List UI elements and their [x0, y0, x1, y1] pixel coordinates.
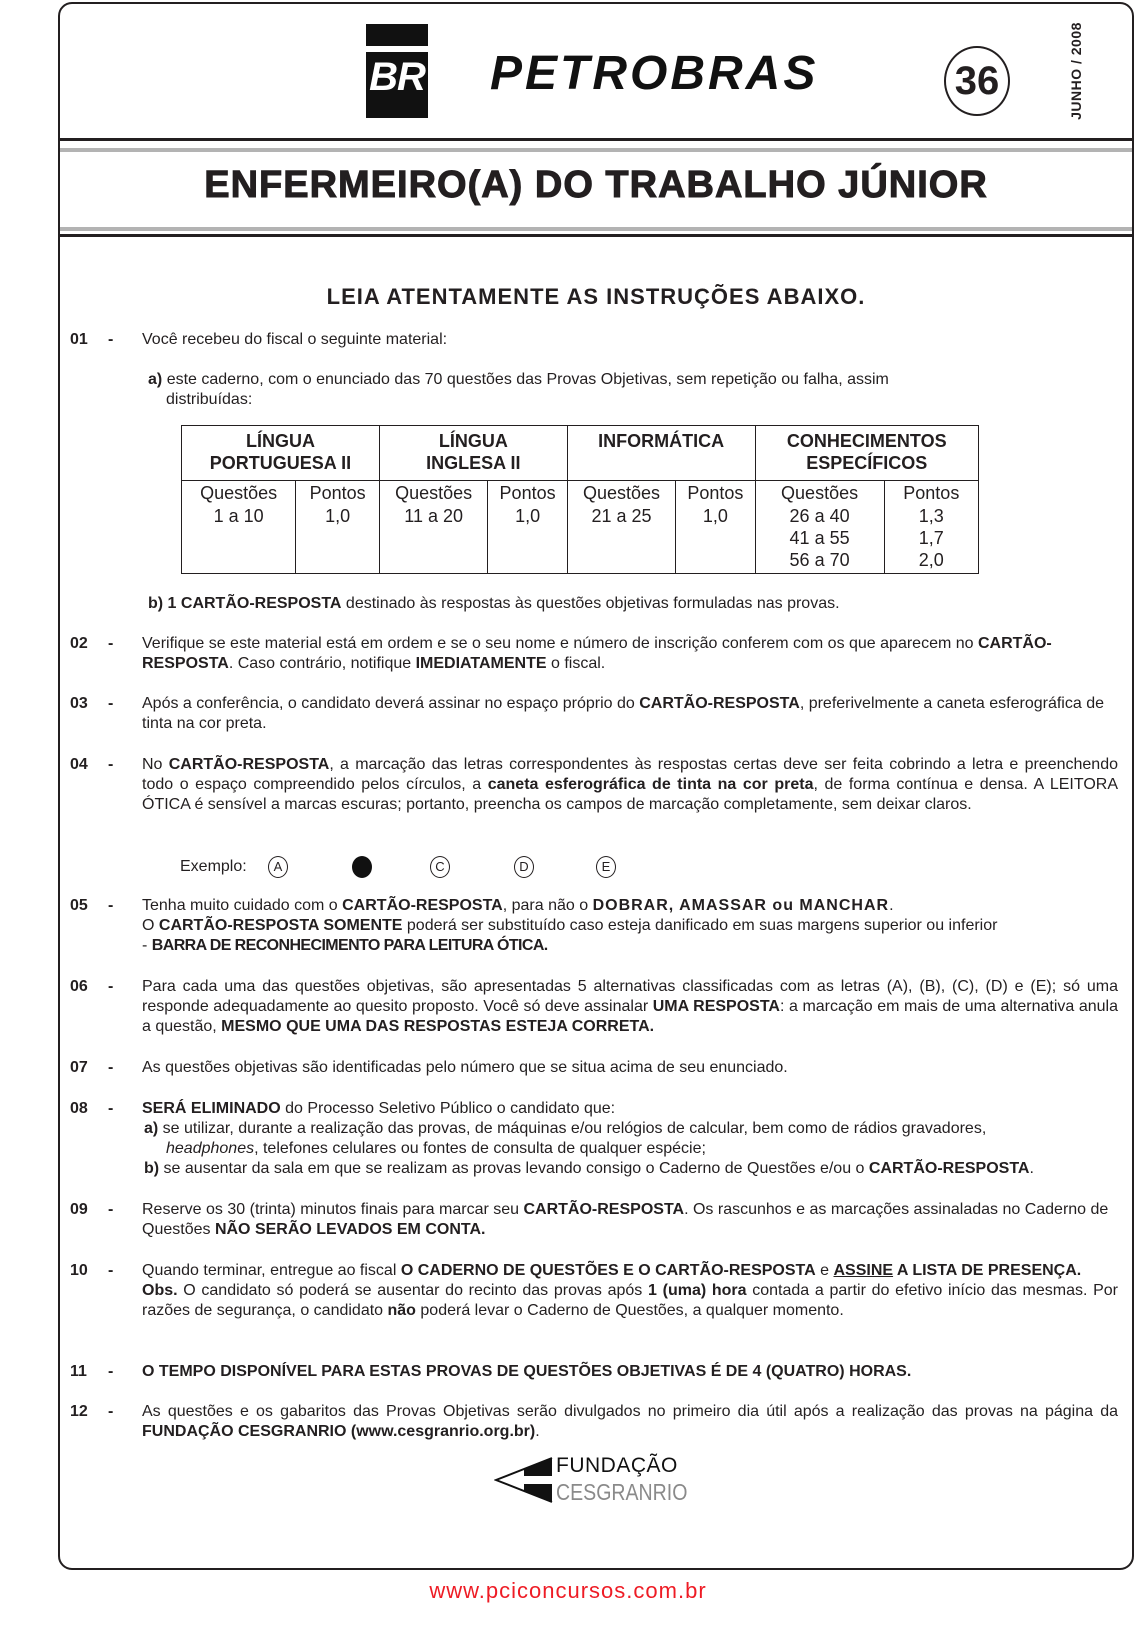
- cesgranrio-logo-line1: FUNDAÇÃO: [556, 1454, 678, 1477]
- answer-bubble-e: E: [596, 856, 616, 878]
- item-text: Você recebeu do fiscal o seguinte material:: [142, 331, 448, 348]
- cesgranrio-logo-line2: CESGRANRIO: [556, 1479, 688, 1505]
- answer-bubble-c: C: [430, 856, 450, 878]
- item-text: SERÁ ELIMINADO do Processo Seletivo Público o candidato que:: [142, 1100, 616, 1117]
- item-dash: -: [108, 756, 114, 773]
- item-number: 06: [70, 978, 88, 995]
- item-dash: -: [108, 1059, 114, 1076]
- table-cell-questions: 26 a 40 41 a 55 56 a 70: [755, 505, 884, 574]
- col-header-points: Pontos: [296, 481, 380, 506]
- table-cell-points: 1,0: [488, 505, 567, 574]
- item-text: As questões objetivas são identificadas pelo número que se situa acima de seu enunciado.: [142, 1059, 788, 1076]
- footer-url-link[interactable]: www.pciconcursos.com.br: [429, 1578, 707, 1603]
- divider: [60, 227, 1132, 231]
- instruction-01-a: [148, 370, 1118, 410]
- sub-text-cont: distribuídas:: [166, 391, 253, 408]
- table-cell-points: 1,3 1,7 2,0: [884, 505, 978, 574]
- example-label: Exemplo:: [180, 858, 247, 875]
- br-logo: [366, 24, 428, 118]
- item-number: 01: [70, 331, 88, 348]
- item-dash: -: [108, 695, 114, 712]
- question-distribution-table: [181, 425, 979, 574]
- divider: [60, 148, 1132, 152]
- answer-bubble-b-filled: [352, 856, 372, 878]
- item-text: Para cada uma das questões objetivas, são apresentadas 5 alternativas classificadas com as letras (A), (B), (C), (D) e (E); só uma responde adequadamente ao quesito proposto. Você só deve assinalar UMA RESPOSTA: a marcação em mais de uma alternativa anula a questão, MESMO QUE UMA DAS RESPOSTAS ESTEJA CORRETA.: [142, 978, 1118, 1035]
- col-header-points: Pontos: [884, 481, 978, 506]
- item-dash: -: [108, 1100, 114, 1117]
- header: [60, 4, 1132, 142]
- col-header-points: Pontos: [676, 481, 755, 506]
- item-dash: -: [108, 897, 114, 914]
- exam-number-badge: 36: [944, 46, 1010, 116]
- item-number: 04: [70, 756, 88, 773]
- item-text: No CARTÃO-RESPOSTA, a marcação das letras correspondentes às respostas certas deve ser feita cobrindo a letra e preenchendo todo o espaço compreendido pelos círculos, a caneta esferográfica de tinta na cor preta, de forma contínua e densa. A LEITORA ÓTICA é sensível a marcas escuras; portanto, preencha os campos de marcação completamente, sem deixar claros.: [142, 756, 1119, 813]
- sub-text: este caderno, com o enunciado das 70 questões das Provas Objetivas, sem repetição ou falha, assim: [166, 371, 889, 388]
- item-dash: -: [108, 1363, 114, 1380]
- sub-text: destinado às respostas às questões objetivas formuladas nas provas.: [341, 595, 840, 612]
- col-header-questions: Questões: [379, 481, 488, 506]
- col-header-questions: Questões: [567, 481, 676, 506]
- col-header-questions: Questões: [755, 481, 884, 506]
- item-dash: -: [108, 1262, 114, 1279]
- item-number: 05: [70, 897, 88, 914]
- sub-label: a): [148, 371, 163, 388]
- item-dash: -: [108, 331, 114, 348]
- table-cell-questions: 1 a 10: [182, 505, 296, 574]
- item-number: 03: [70, 695, 88, 712]
- item-text: O TEMPO DISPONÍVEL PARA ESTAS PROVAS DE QUESTÕES OBJETIVAS É DE 4 (QUATRO) HORAS.: [142, 1363, 912, 1380]
- instruction-08-a: a) se utilizar, durante a realização das provas, de máquinas e/ou relógios de calcular, bem como de rádios gravadores, headphones, telefones celulares ou fontes de consulta de qualquer espécie;: [144, 1120, 987, 1157]
- divider: [60, 234, 1132, 237]
- item-number: 10: [70, 1262, 88, 1279]
- col-header-points: Pontos: [488, 481, 567, 506]
- br-logo-text: BR: [369, 55, 425, 99]
- sub-label: b) 1 CARTÃO-RESPOSTA: [148, 595, 342, 612]
- item-number: 09: [70, 1201, 88, 1218]
- col-header-questions: Questões: [182, 481, 296, 506]
- item-text: Reserve os 30 (trinta) minutos finais para marcar seu CARTÃO-RESPOSTA. Os rascunhos e as marcações assinaladas no Caderno de Questões NÃO SERÃO LEVADOS EM CONTA.: [142, 1201, 1109, 1238]
- instruction-08-b: b) se ausentar da sala em que se realizam as provas levando consigo o Caderno de Questões e/ou o CARTÃO-RESPOSTA.: [144, 1160, 1034, 1177]
- job-title: ENFERMEIRO(A) DO TRABALHO JÚNIOR: [204, 164, 988, 206]
- item-text: Quando terminar, entregue ao fiscal O CADERNO DE QUESTÕES E O CARTÃO-RESPOSTA e ASSINE A LISTA DE PRESENÇA. Obs. O candidato só poderá se ausentar do recinto das provas após 1 (uma) hora contada a partir do efetivo início das mesmas. Por razões de segurança, o candidato não poderá levar o Caderno de Questões, a qualquer momento.: [142, 1262, 1119, 1319]
- instructions-heading: LEIA ATENTAMENTE AS INSTRUÇÕES ABAIXO.: [326, 284, 866, 309]
- table-cell-points: 1,0: [676, 505, 755, 574]
- answer-bubble-d: D: [514, 856, 534, 878]
- item-text: Após a conferência, o candidato deverá assinar no espaço próprio do CARTÃO-RESPOSTA, preferivelmente a caneta esferográfica de tinta na cor preta.: [142, 695, 1104, 732]
- item-dash: -: [108, 1201, 114, 1218]
- item-number: 08: [70, 1100, 88, 1117]
- exam-date-text: JUNHO / 2008: [1068, 22, 1084, 120]
- item-number: 07: [70, 1059, 88, 1076]
- brand-name: PETROBRAS: [490, 47, 819, 100]
- item-number: 12: [70, 1403, 88, 1420]
- table-group-header: LÍNGUA INGLESA II: [379, 426, 567, 481]
- exam-cover-frame: [58, 2, 1134, 1570]
- table-cell-questions: 11 a 20: [379, 505, 488, 574]
- item-dash: -: [108, 635, 114, 652]
- table-group-header: CONHECIMENTOS ESPECÍFICOS: [755, 426, 978, 481]
- answer-bubble-a: A: [268, 856, 288, 878]
- table-cell-points: 1,0: [296, 505, 380, 574]
- item-number: 02: [70, 635, 88, 652]
- cesgranrio-arrow-icon: [494, 1452, 554, 1508]
- item-text: As questões e os gabaritos das Provas Objetivas serão divulgados no primeiro dia útil após a realização das provas na página da FUNDAÇÃO CESGRANRIO (www.cesgranrio.org.br).: [142, 1403, 1118, 1440]
- table-group-header: LÍNGUA PORTUGUESA II: [182, 426, 380, 481]
- cesgranrio-logo: [494, 1452, 688, 1508]
- item-number: 11: [70, 1363, 87, 1380]
- br-logo-strip: [366, 46, 428, 52]
- exam-date: [1066, 16, 1086, 126]
- item-dash: -: [108, 1403, 114, 1420]
- table-cell-questions: 21 a 25: [567, 505, 676, 574]
- table-group-header: INFORMÁTICA: [567, 426, 755, 481]
- divider: [60, 138, 1132, 141]
- item-text: Verifique se este material está em ordem e se o seu nome e número de inscrição conferem com os que aparecem no CARTÃO-RESPOSTA. Caso contrário, notifique IMEDIATAMENTE o fiscal.: [142, 635, 1052, 672]
- instruction-01-b: [148, 594, 1118, 614]
- item-dash: -: [108, 978, 114, 995]
- item-text: Tenha muito cuidado com o CARTÃO-RESPOSTA, para não o DOBRAR, AMASSAR ou MANCHAR. O CARTÃO-RESPOSTA SOMENTE poderá ser substituído caso esteja danificado em suas margens superior ou inferior - BARRA DE RECONHECIMENTO PARA LEITURA ÓTICA.: [142, 897, 998, 954]
